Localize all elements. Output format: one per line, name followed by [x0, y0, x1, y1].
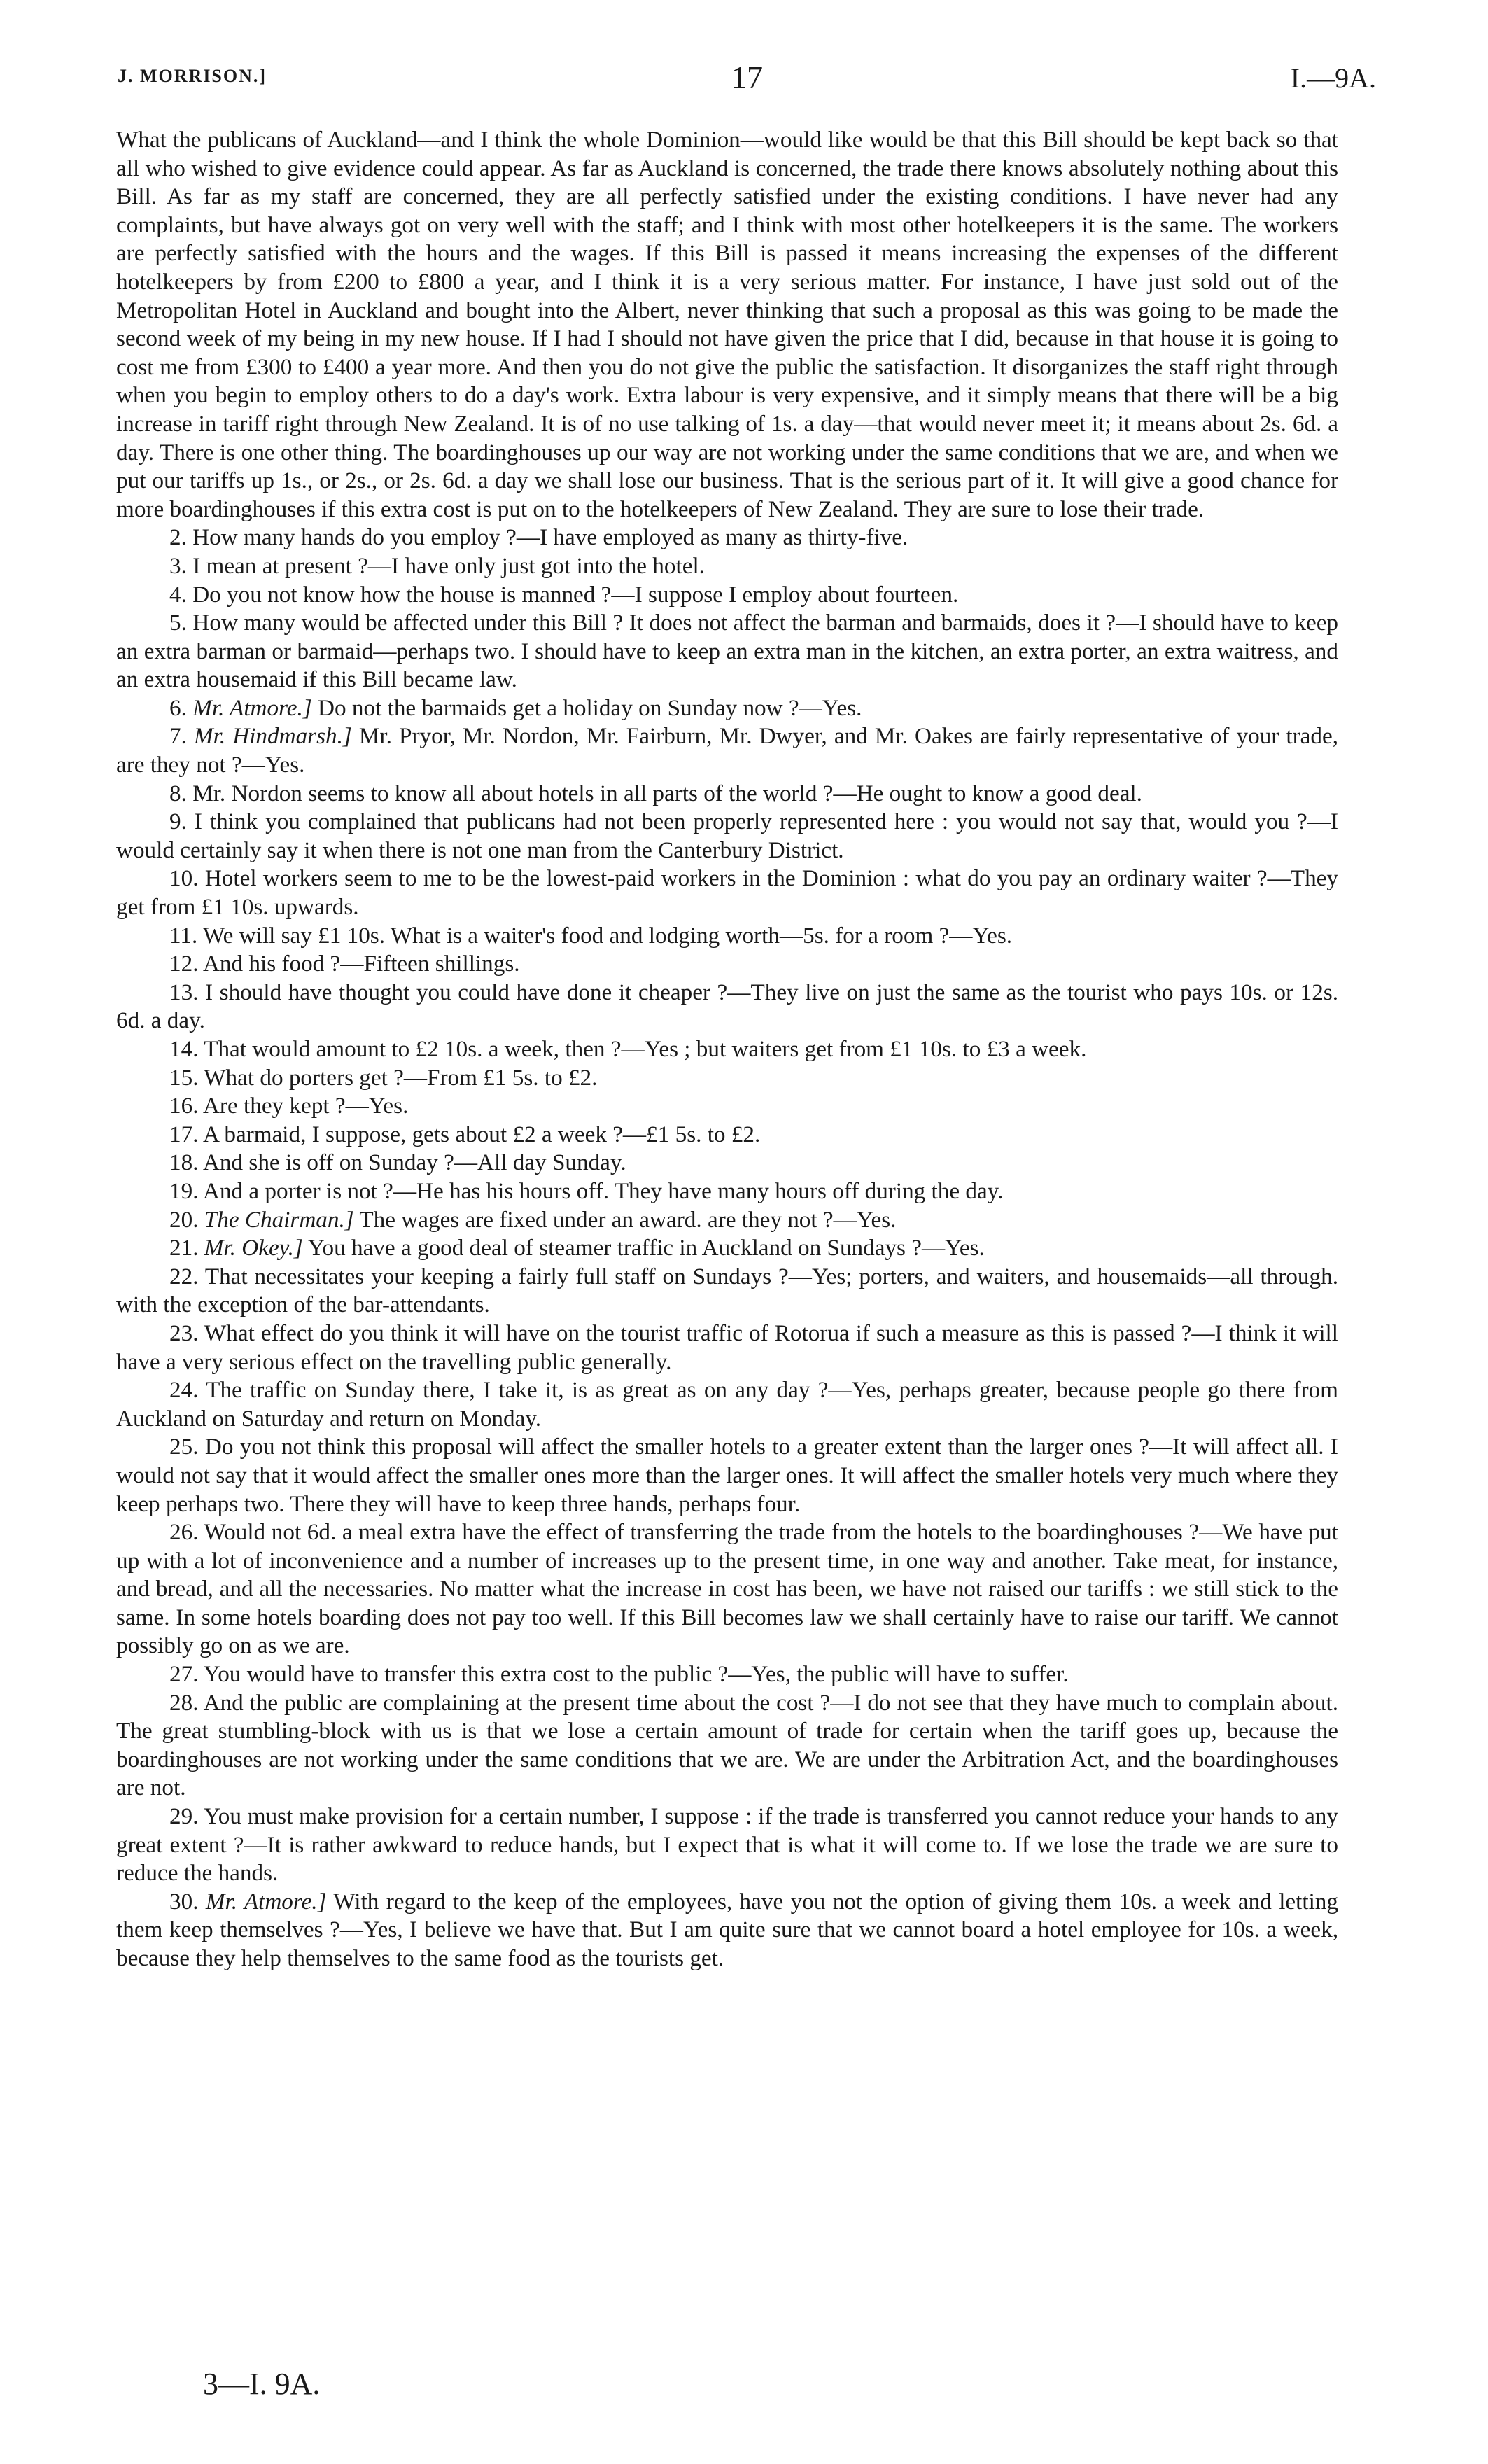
question-text: What effect do you think it will have on the tourist traffic of Rotorua if such a measure as this is passed ?—I think it will have a very serious effect on the travelling public generally.: [116, 1320, 1338, 1375]
question-20: [116, 1206, 1338, 1235]
question-27: [116, 1660, 1338, 1689]
question-number: 21.: [169, 1235, 199, 1261]
question-19: [116, 1177, 1338, 1206]
question-12: [116, 950, 1338, 979]
question-text: That necessitates your keeping a fairly full staff on Sundays ?—Yes; porters, and waiters, and housemaids—all through. with the exception of the bar-attendants.: [116, 1263, 1338, 1318]
question-22: [116, 1263, 1338, 1320]
question-text: Mr. Nordon seems to know all about hotels in all parts of the world ?—He ought to know a good deal.: [192, 780, 1142, 806]
question-text: How many would be affected under this Bill ? It does not affect the barman and barmaids, does it ?—I should have to keep an extra barman or barmaid—perhaps two. I should have to keep an extra man in the kitchen, an extra porter, an extra waitress, and an extra housemaid if this Bill became law.: [116, 610, 1339, 693]
question-7: [116, 722, 1338, 779]
question-text: And his food ?—Fifteen shillings.: [202, 951, 520, 977]
question-number: 30.: [169, 1888, 199, 1914]
question-text: With regard to the keep of the employees, have you not the option of giving them 10s. a week and letting them keep themselves ?—Yes, I believe we have that. But I am quite sure that we cannot board a hotel employee for 10s. a week, because they help themselves to the same food as the tourists get.: [116, 1888, 1338, 1971]
question-number: 24.: [169, 1377, 199, 1404]
question-30: [116, 1888, 1338, 1973]
question-number: 28.: [169, 1689, 199, 1716]
question-text: The wages are fixed under an award. are they not ?—Yes.: [359, 1206, 897, 1233]
page-header: [118, 59, 1376, 101]
speaker: The Chairman.]: [204, 1206, 354, 1233]
question-number: 7.: [169, 723, 187, 750]
speaker: Mr. Hindmarsh.]: [193, 723, 352, 750]
question-5: [116, 609, 1338, 694]
question-text: You must make provision for a certain number, I suppose : if the trade is transferred you cannot reduce your hands to any great extent ?—It is rather awkward to reduce hands, but I expect that is what it will come to. If we lose the trade we are sure to reduce the hands.: [116, 1803, 1338, 1886]
question-number: 14.: [169, 1036, 199, 1062]
question-number: 2.: [169, 524, 187, 551]
question-text: And the public are complaining at the present time about the cost ?—I do not see that they have much to complain about. The great stumbling-block with us is that we lose a certain amount of trade for certain when the tariff goes up, because the boardinghouses are not working under the same conditions that we are. We are under the Arbitration Act, and the boardinghouses are not.: [116, 1689, 1339, 1801]
question-text: I should have thought you could have done it cheaper ?—They live on just the same as the tourist who pays 10s. or 12s. 6d. a day.: [116, 979, 1339, 1034]
question-28: [116, 1689, 1338, 1802]
question-text: What do porters get ?—From £1 5s. to £2.: [204, 1064, 598, 1091]
question-text: Do you not think this proposal will affect the smaller hotels to a greater extent than the larger ones ?—It will affect all. I would not say that it would affect the smaller ones more than the larger ones. It will affect the smaller hotels very much where they keep perhaps two. There they will have to keep three hands, perhaps four.: [116, 1434, 1338, 1517]
question-text: Mr. Pryor, Mr. Nordon, Mr. Fairburn, Mr. Dwyer, and Mr. Oakes are fairly representative of your trade, are they not ?—Yes.: [116, 723, 1339, 778]
question-17: [116, 1121, 1338, 1149]
question-text: Do not the barmaids get a holiday on Sunday now ?—Yes.: [318, 694, 862, 721]
document-reference: I.—9A.: [1290, 62, 1376, 94]
question-21: [116, 1234, 1338, 1263]
evidence-body: [116, 126, 1338, 1973]
question-number: 29.: [169, 1803, 199, 1830]
question-number: 16.: [169, 1093, 199, 1119]
question-text: That would amount to £2 10s. a week, then ?—Yes ; but waiters get from £1 10s. to £3 a week.: [204, 1036, 1087, 1062]
question-18: [116, 1149, 1338, 1177]
question-6: [116, 694, 1338, 723]
question-text: I mean at present ?—I have only just got into the hotel.: [192, 552, 705, 579]
question-number: 11.: [169, 922, 198, 948]
question-8: [116, 780, 1338, 808]
question-number: 12.: [169, 951, 199, 977]
question-text: Do you not know how the house is manned ?—I suppose I employ about fourteen.: [192, 581, 959, 608]
question-text: How many hands do you employ ?—I have employed as many as thirty-five.: [192, 524, 908, 551]
question-number: 8.: [169, 780, 187, 806]
question-number: 17.: [169, 1121, 199, 1147]
question-16: [116, 1092, 1338, 1121]
question-number: 6.: [169, 694, 187, 721]
question-number: 19.: [169, 1177, 199, 1204]
question-23: [116, 1320, 1338, 1376]
question-text: Would not 6d. a meal extra have the effect of transferring the trade from the hotels to the boardinghouses ?—We have put up with a lot of inconvenience and a number of increases up to the present time, in one way and another. Take meat, for instance, and bread, and all the necessaries. No matter what the increase in cost has been, we have not raised our tariffs : we still stick to the same. In some hotels boarding does not pay too well. If this Bill becomes law we shall certainly have to raise our tariff. We cannot possibly go on as we are.: [116, 1519, 1338, 1659]
signature-mark: 3—I. 9A.: [203, 2367, 321, 2401]
question-number: 27.: [169, 1661, 199, 1688]
question-text: And a porter is not ?—He has his hours off. They have many hours off during the day.: [202, 1177, 1004, 1204]
question-29: [116, 1802, 1338, 1888]
question-number: 18.: [169, 1149, 199, 1176]
question-text: You would have to transfer this extra cost to the public ?—Yes, the public will have to suffer.: [203, 1661, 1069, 1688]
question-number: 25.: [169, 1434, 199, 1460]
question-25: [116, 1433, 1338, 1518]
speaker: Mr. Atmore.]: [205, 1888, 327, 1914]
question-number: 15.: [169, 1064, 199, 1091]
question-15: [116, 1064, 1338, 1093]
question-text: And she is off on Sunday ?—All day Sunday.: [202, 1149, 626, 1176]
question-text: Are they kept ?—Yes.: [202, 1093, 409, 1119]
question-24: [116, 1376, 1338, 1433]
question-text: We will say £1 10s. What is a waiter's food and lodging worth—5s. for a room ?—Yes.: [202, 922, 1013, 948]
opening-paragraph: What the publicans of Auckland—and I think the whole Dominion—would like would be that this Bill should be kept back so that all who wished to give evidence could appear. As far as Auckland is concerned, the trade there knows absolutely nothing about this Bill. As far as my staff are concerned, they are all perfectly satisfied under the existing conditions. I have never had any complaints, but have always got on very well with the staff; and I think with most other hotelkeepers it is the same. The workers are perfectly satisfied with the hours and the wages. If this Bill is passed it means increasing the expenses of the different hotelkeepers by from £200 to £800 a year, and I think it is a very serious matter. For instance, I have just sold out of the Metropolitan Hotel in Auckland and bought into the Albert, never thinking that such a proposal as this was going to be made the second week of my being in my new house. If I had I should not have given the price that I did, because in that house it is going to cost me from £300 to £400 a year more. And then you do not give the public the satisfaction. It disorganizes the staff right through when you begin to employ others to do a day's work. Extra labour is very expensive, and it simply means that there will be a big increase in tariff right through New Zealand. It is of no use talking of 1s. a day—that would never meet it; it means about 2s. 6d. a day. There is one other thing. The boardinghouses up our way are not working under the same conditions that we are, and when we put our tariffs up 1s., or 2s., or 2s. 6d. a day we shall lose our business. That is the serious part of it. It will give a good chance for more boardinghouses if this extra cost is put on to the hotelkeepers of New Zealand. They are sure to lose their trade.: [116, 127, 1338, 522]
question-14: [116, 1035, 1338, 1064]
question-text: Hotel workers seem to me to be the lowest-paid workers in the Dominion : what do you pay an ordinary waiter ?—They get from £1 10s. upwards.: [116, 865, 1338, 920]
question-number: 23.: [169, 1320, 199, 1346]
question-10: [116, 864, 1338, 921]
speaker: Mr. Okey.]: [204, 1235, 303, 1261]
question-26: [116, 1518, 1338, 1660]
question-number: 22.: [169, 1263, 199, 1289]
question-number: 26.: [169, 1519, 199, 1546]
question-text: I think you complained that publicans had not been properly represented here : you would not say that, would you ?—I would certainly say it when there is not one man from the Canterbury District.: [116, 808, 1339, 863]
question-2: [116, 524, 1338, 552]
question-number: 3.: [169, 552, 187, 579]
question-text: You have a good deal of steamer traffic in Auckland on Sundays ?—Yes.: [307, 1235, 985, 1261]
question-number: 13.: [169, 979, 199, 1005]
question-text: The traffic on Sunday there, I take it, is as great as on any day ?—Yes, perhaps greater, because people go there from Auckland on Saturday and return on Monday.: [116, 1377, 1338, 1432]
question-number: 20.: [169, 1206, 199, 1233]
question-3: [116, 552, 1338, 581]
question-text: A barmaid, I suppose, gets about £2 a week ?—£1 5s. to £2.: [202, 1121, 761, 1147]
question-9: [116, 808, 1338, 864]
question-13: [116, 979, 1338, 1035]
page-number: 17: [731, 59, 763, 95]
question-number: 5.: [169, 610, 187, 636]
question-number: 10.: [169, 865, 199, 892]
witness-name: J. MORRISON.]: [118, 66, 267, 86]
question-number: 9.: [169, 808, 187, 835]
question-4: [116, 581, 1338, 610]
question-11: [116, 922, 1338, 951]
speaker: Mr. Atmore.]: [192, 694, 312, 721]
question-number: 4.: [169, 581, 187, 608]
